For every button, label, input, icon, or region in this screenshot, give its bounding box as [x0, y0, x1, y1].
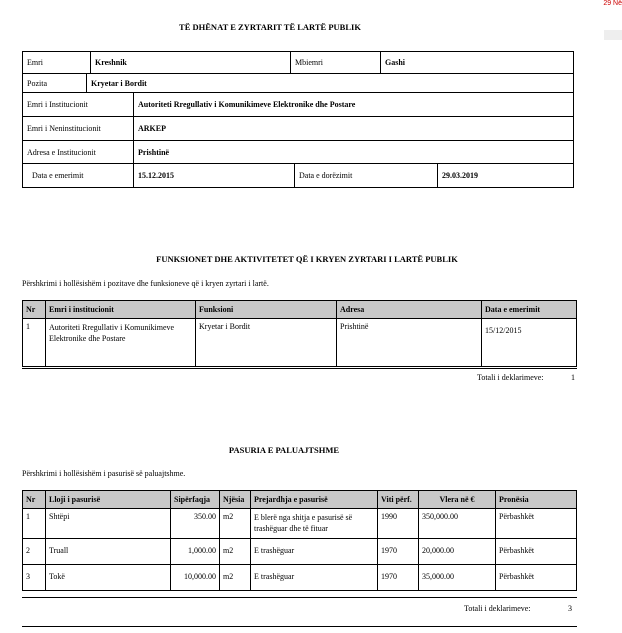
table-row: [23, 565, 577, 591]
label-mbiemri: Mbiemri: [291, 52, 381, 73]
label-neninstitucion: Emri i Neninstitucionit: [23, 117, 134, 140]
info-row-address: [23, 141, 573, 164]
functions-section-title: FUNKSIONET DHE AKTIVITETET QË I KRYEN ZYRTARI I LARTË PUBLIK: [156, 254, 458, 264]
cell-ownership: Përbashkët: [496, 565, 577, 591]
label-pozita: Pozita: [23, 74, 87, 92]
scroll-widget[interactable]: [604, 30, 622, 40]
value-pozita: Kryetar i Bordit: [91, 78, 147, 88]
col-date: Data e emerimit: [482, 301, 577, 319]
value-adresa: Prishtinë: [138, 147, 170, 157]
col-nr: Nr: [23, 491, 46, 509]
col-function: Funksioni: [196, 301, 337, 319]
page-bottom-line: [22, 626, 577, 627]
label-data-emerimit: Data e emerimit: [23, 164, 134, 187]
cell-date: 15/12/2015: [482, 319, 577, 367]
cell-year: 1990: [378, 509, 419, 539]
info-row-position: [23, 74, 573, 93]
cell-unit: m2: [220, 509, 251, 539]
cell-value: 35,000.00: [419, 565, 496, 591]
property-description: Përshkrimi i hollësishëm i pasurisë së paluajtshme.: [22, 469, 186, 478]
property-total-label: Totali i deklarimeve:: [464, 604, 531, 613]
cell-function: Kryetar i Bordit: [196, 319, 337, 367]
cell-origin: E trashëguar: [251, 565, 378, 591]
property-header-row: [23, 491, 577, 509]
functions-total-label: Totali i deklarimeve:: [477, 373, 544, 382]
label-data-dorezimit: Data e dorëzimit: [295, 164, 438, 187]
col-institution: Emri i institucionit: [46, 301, 196, 319]
value-mbiemri: Gashi: [385, 58, 406, 67]
col-area: Sipërfaqja: [171, 491, 220, 509]
col-origin: Prejardhja e pasurisë: [251, 491, 378, 509]
table-row: [23, 539, 577, 565]
cell-area: 1,000.00: [171, 539, 220, 565]
property-total-value: 3: [568, 604, 572, 613]
col-value: Vlera në €: [419, 491, 496, 509]
info-row-institution: [23, 93, 573, 117]
property-table: [22, 490, 577, 591]
info-row-dates: [23, 164, 573, 187]
functions-total-value: 1: [571, 373, 575, 382]
cell-year: 1970: [378, 565, 419, 591]
label-emri: Emri: [23, 52, 91, 73]
functions-header-row: [23, 301, 577, 319]
cell-year: 1970: [378, 539, 419, 565]
value-data-dorezimit: 29.03.2019: [442, 171, 478, 180]
cell-type: Shtëpi: [46, 509, 171, 539]
cell-origin: E blerë nga shitja e pasurisë së trashëguar dhe të fituar: [251, 509, 378, 539]
functions-table: [22, 300, 577, 367]
value-institucion: Autoriteti Rregullativ i Komunikimeve Elektronike dhe Postare: [138, 100, 356, 109]
value-neninstitucion: ARKEP: [138, 124, 166, 133]
corner-date-fragment: 29 Në: [603, 0, 622, 7]
property-section-title: PASURIA E PALUAJTSHME: [228, 445, 340, 455]
cell-unit: m2: [220, 539, 251, 565]
value-emri: Kreshnik: [91, 52, 291, 73]
col-year: Viti përf.: [378, 491, 419, 509]
label-adresa: Adresa e Institucionit: [23, 141, 134, 163]
cell-origin: E trashëguar: [251, 539, 378, 565]
cell-type: Tokë: [46, 565, 171, 591]
cell-nr: 3: [23, 565, 46, 591]
cell-unit: m2: [220, 565, 251, 591]
col-ownership: Pronësia: [496, 491, 577, 509]
official-info-grid: [22, 51, 574, 188]
cell-nr: 2: [23, 539, 46, 565]
table-row: [23, 509, 577, 539]
cell-ownership: Përbashkët: [496, 509, 577, 539]
col-address: Adresa: [337, 301, 482, 319]
cell-nr: 1: [23, 319, 46, 367]
property-bottom-line: [22, 597, 577, 598]
table-row: [23, 319, 577, 367]
cell-value: 350,000.00: [419, 509, 496, 539]
cell-nr: 1: [23, 509, 46, 539]
functions-description: Përshkrimi i hollësishëm i pozitave dhe funksioneve që i kryen zyrtari i lartë.: [22, 279, 269, 288]
cell-area: 10,000.00: [171, 565, 220, 591]
col-unit: Njësia: [220, 491, 251, 509]
cell-ownership: Përbashkët: [496, 539, 577, 565]
functions-bottom-line: [22, 368, 577, 369]
cell-value: 20,000.00: [419, 539, 496, 565]
cell-area: 350.00: [171, 509, 220, 539]
label-institucion: Emri i Institucionit: [23, 93, 134, 116]
cell-institution: Autoriteti Rregullativ i Komunikimeve Elektronike dhe Postare: [46, 319, 196, 367]
col-type: Lloji i pasurisë: [46, 491, 171, 509]
col-nr: Nr: [23, 301, 46, 319]
info-row-name: [23, 52, 573, 74]
cell-type: Truall: [46, 539, 171, 565]
cell-address: Prishtinë: [337, 319, 482, 367]
official-section-title: TË DHËNAT E ZYRTARIT TË LARTË PUBLIK: [179, 22, 361, 32]
value-data-emerimit: 15.12.2015: [134, 164, 295, 187]
info-row-subinstitution: [23, 117, 573, 141]
